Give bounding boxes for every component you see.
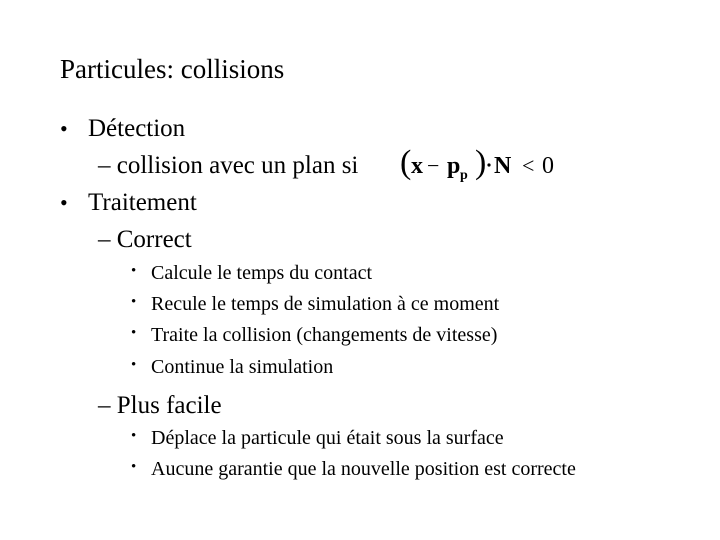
bullet-label: Détection	[88, 115, 186, 142]
formula-x: x	[411, 153, 423, 179]
formula-close-paren: )	[475, 145, 487, 181]
bullet-traitement	[60, 189, 197, 216]
list-item-text: Continue la simulation	[151, 356, 334, 378]
sub-collision-plan: – collision avec un plan si	[98, 152, 359, 179]
slide-title: Particules: collisions	[60, 54, 285, 84]
bullet-label: Traitement	[88, 189, 197, 216]
formula-less-than: <	[522, 153, 535, 178]
bullet-glyph: •	[131, 428, 137, 444]
bullet-glyph: •	[131, 357, 137, 373]
bullet-glyph: •	[60, 190, 68, 215]
bullet-glyph: •	[131, 294, 137, 310]
formula-graphic	[400, 145, 570, 183]
list-item-text: Traite la collision (changements de vitesse)	[151, 324, 498, 346]
formula-N: N	[494, 153, 512, 179]
bullet-glyph: •	[131, 325, 137, 341]
bullet-glyph: •	[131, 263, 137, 279]
formula-open-paren: (	[400, 145, 412, 181]
bullet-glyph: •	[60, 116, 68, 141]
collision-formula	[400, 145, 570, 183]
formula-p: p	[447, 153, 461, 179]
formula-minus: −	[427, 153, 440, 178]
bullet-detection	[60, 115, 186, 142]
list-item-text: Recule le temps de simulation à ce moment	[151, 293, 500, 315]
list-item-text: Aucune garantie que la nouvelle position est correcte	[151, 458, 576, 480]
formula-p-subscript: p	[460, 168, 468, 183]
formula-zero: 0	[542, 153, 554, 179]
bullet-glyph: •	[131, 459, 137, 475]
sub-plus-facile: – Plus facile	[98, 392, 222, 419]
list-item-text: Calcule le temps du contact	[151, 262, 373, 284]
sub-correct: – Correct	[98, 226, 192, 253]
list-item-text: Déplace la particule qui était sous la surface	[151, 427, 504, 449]
formula-dot-operator	[487, 163, 490, 166]
